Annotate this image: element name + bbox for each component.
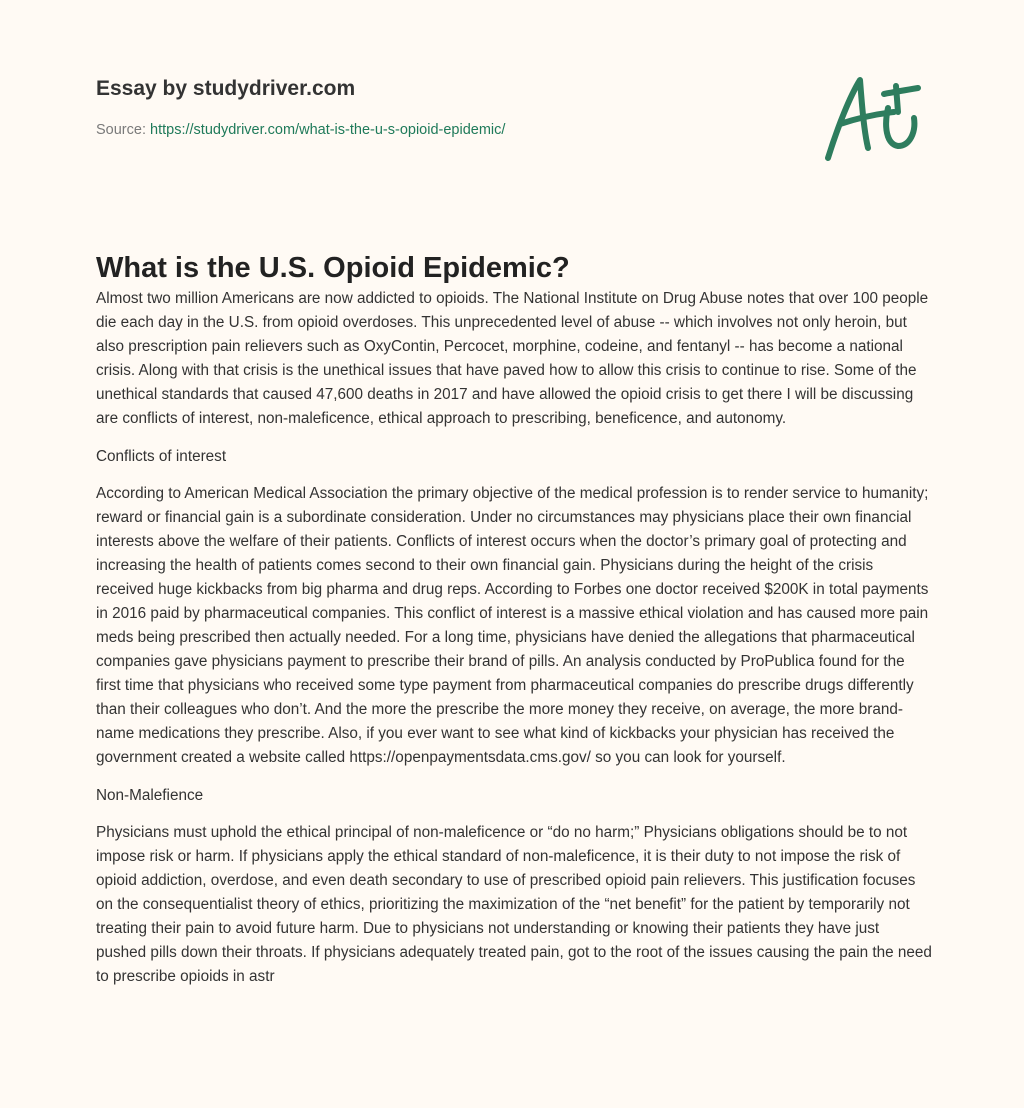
essay-title: What is the U.S. Opioid Epidemic?	[96, 252, 570, 284]
source-line	[96, 122, 505, 138]
brand-title: Essay by studydriver.com	[96, 77, 356, 100]
paragraph-conflicts: According to American Medical Association the primary objective of the medical profession is to render service to humanity; reward or financial gain is a subordinate consideration. Under no circumstances may physicians place their own financial interests above the welfare of their patients. Conflicts of interest occurs when the doctor’s primary goal of protecting and increasing the health of patients comes second to their own financial gain. Physicians during the height of the crisis received huge kickbacks from big pharma and drug reps. According to Forbes one doctor received $200K in total payments in 2016 paid by pharmaceutical companies. This conflict of interest is a massive ethical violation and has caused more pain meds being prescribed then actually needed. For a long time, physicians have denied the allegations that pharmaceutical companies gave physicians payment to prescribe their brand of pills. An analysis conducted by ProPublica found for the first time that physicians who received some type payment from pharmaceutical companies do prescribe drugs differently than their colleagues who don’t. And the more the prescribe the more money they receive, on average, the more brand-name medications they prescribe. Also, if you ever want to see what kind of kickbacks your physician has received the government created a website called https://openpaymentsdata.cms.gov/ so you can look for yourself.	[96, 485, 929, 766]
essay-body	[96, 287, 932, 1003]
section-heading-non-malefience: Non-Malefience	[96, 787, 204, 804]
section-heading-conflicts: Conflicts of interest	[96, 448, 227, 465]
paragraph-intro: Almost two million Americans are now addicted to opioids. The National Institute on Drug Abuse notes that over 100 people die each day in the U.S. from opioid overdoses. This unprecedented level of abuse -- which involves not only heroin, but also prescription pain relievers such as OxyContin, Percocet, morphine, codeine, and fentanyl -- has become a national crisis. Along with that crisis is the unethical issues that have paved how to allow this crisis to continue to rise. Some of the unethical standards that caused 47,600 deaths in 2017 and have allowed the opioid crisis to get there I will be discussing are conflicts of interest, non-maleficence, ethical approach to prescribing, beneficence, and autonomy.	[96, 290, 929, 427]
a-plus-logo-icon	[818, 66, 928, 166]
source-link[interactable]: https://studydriver.com/what-is-the-u-s-opioid-epidemic/	[150, 122, 506, 138]
source-label: Source:	[96, 122, 146, 138]
paragraph-non-malefience: Physicians must uphold the ethical principal of non-maleficence or “do no harm;” Physicians obligations should be to not impose risk or harm. If physicians apply the ethical standard of non-maleficence, it is their duty to not impose the risk of opioid addiction, overdose, and even death secondary to use of prescribed opioid pain relievers. This justification focuses on the consequentialist theory of ethics, prioritizing the maximization of the “net benefit” for the patient by temporarily not treating their pain to avoid future harm. Due to physicians not understanding or knowing their patients they have just pushed pills down their throats. If physicians adequately treated pain, got to the root of the issues causing the pain the need to prescribe opioids in astr	[96, 824, 932, 985]
